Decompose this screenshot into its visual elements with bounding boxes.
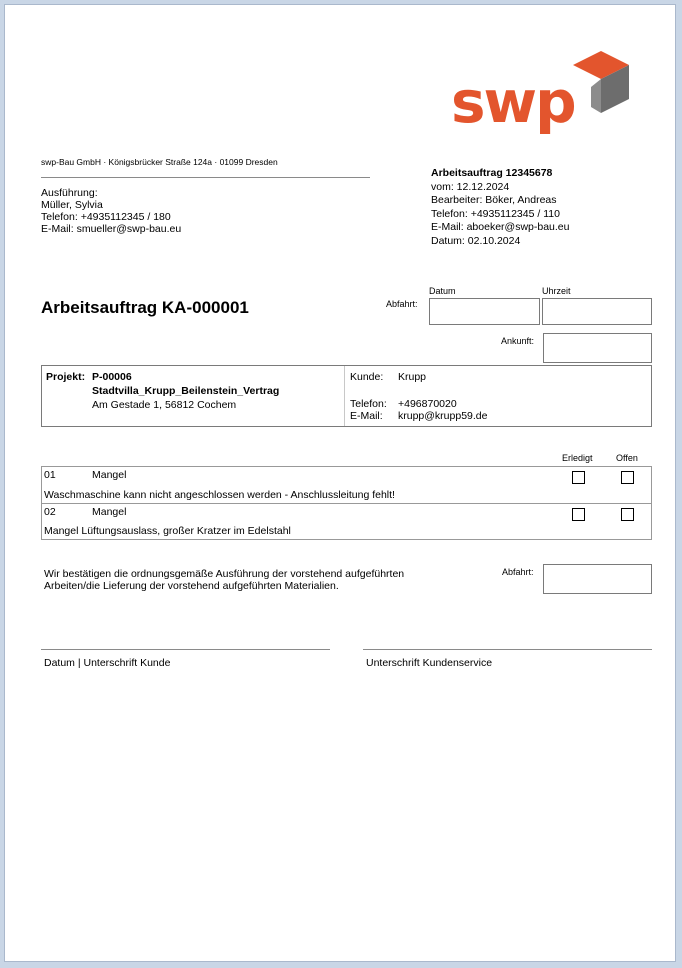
project-divider: [344, 366, 345, 426]
departure-label: Abfahrt:: [386, 299, 418, 309]
confirmation-line-2: Arbeiten/die Lieferung der vorstehend aufgeführten Materialien.: [44, 580, 339, 592]
project-label: Projekt:: [46, 371, 86, 383]
task-number: 01: [44, 469, 56, 481]
service-signature-line: [363, 649, 652, 650]
arrival-time-field[interactable]: [543, 333, 652, 363]
project-box: [41, 365, 652, 427]
order-info-phone: Telefon: +4935112345 / 110: [431, 207, 560, 220]
confirmation-departure-field[interactable]: [543, 564, 652, 594]
departure-date-field[interactable]: [429, 298, 540, 325]
document-page: [4, 4, 676, 962]
confirmation-text: [44, 568, 404, 592]
confirmation-line-1: Wir bestätigen die ordnungsgemäße Ausführung der vorstehend aufgeführten: [44, 568, 405, 580]
customer-email-label: E-Mail:: [350, 410, 383, 422]
cube-logo-icon: [571, 49, 631, 115]
task-done-checkbox[interactable]: [572, 508, 585, 521]
recipient-block: [41, 187, 181, 235]
task-description: Waschmaschine kann nicht angeschlossen werden - Anschlussleitung fehlt!: [44, 489, 395, 501]
col-date-label: Datum: [429, 286, 456, 296]
customer-phone-label: Telefon:: [350, 398, 387, 410]
project-name: Stadtvilla_Krupp_Beilenstein_Vertrag: [92, 385, 280, 397]
sender-divider: [41, 177, 370, 178]
customer-email: krupp@krupp59.de: [398, 410, 488, 422]
order-info-clerk: Bearbeiter: Böker, Andreas: [431, 194, 557, 206]
task-open-checkbox[interactable]: [621, 508, 634, 521]
recipient-phone: Telefon: +4935112345 / 180: [41, 211, 171, 223]
col-time-label: Uhrzeit: [542, 286, 571, 296]
page-title: Arbeitsauftrag KA-000001: [41, 298, 249, 317]
confirmation-departure-label: Abfahrt:: [502, 567, 534, 577]
table-row: [42, 467, 651, 504]
recipient-label: Ausführung:: [41, 187, 98, 199]
task-open-checkbox[interactable]: [621, 471, 634, 484]
col-done-label: Erledigt: [562, 453, 593, 463]
service-signature-label: Unterschrift Kundenservice: [366, 657, 493, 669]
recipient-name: Müller, Sylvia: [41, 199, 103, 211]
company-logo-text: swp: [451, 68, 575, 136]
order-info-email: E-Mail: aboeker@swp-bau.eu: [431, 221, 570, 233]
task-number: 02: [44, 506, 56, 518]
task-table: [41, 466, 652, 540]
customer-signature-label: Datum | Unterschrift Kunde: [44, 657, 171, 669]
project-number: P-00006: [92, 371, 132, 383]
task-type: Mangel: [92, 469, 127, 481]
customer-label: Kunde:: [350, 371, 384, 383]
customer-signature-line: [41, 649, 330, 650]
customer-name: Krupp: [398, 371, 427, 383]
order-info-block: [431, 167, 569, 248]
table-row: [42, 504, 651, 539]
order-info-from: vom: 12.12.2024: [431, 180, 510, 193]
task-type: Mangel: [92, 506, 127, 518]
order-info-title: Arbeitsauftrag 12345678: [431, 167, 553, 179]
task-done-checkbox[interactable]: [572, 471, 585, 484]
arrival-label: Ankunft:: [501, 336, 535, 346]
col-open-label: Offen: [616, 453, 638, 463]
project-address: Am Gestade 1, 56812 Cochem: [92, 399, 237, 411]
sender-line: swp-Bau GmbH · Königsbrücker Straße 124a · 01099 Dresden: [41, 157, 278, 167]
task-description: Mangel Lüftungsauslass, großer Kratzer im Edelstahl: [44, 525, 291, 537]
customer-phone: +496870020: [398, 398, 457, 410]
recipient-email: E-Mail: smueller@swp-bau.eu: [41, 223, 182, 235]
order-info-date: Datum: 02.10.2024: [431, 234, 521, 247]
departure-time-field[interactable]: [542, 298, 652, 325]
